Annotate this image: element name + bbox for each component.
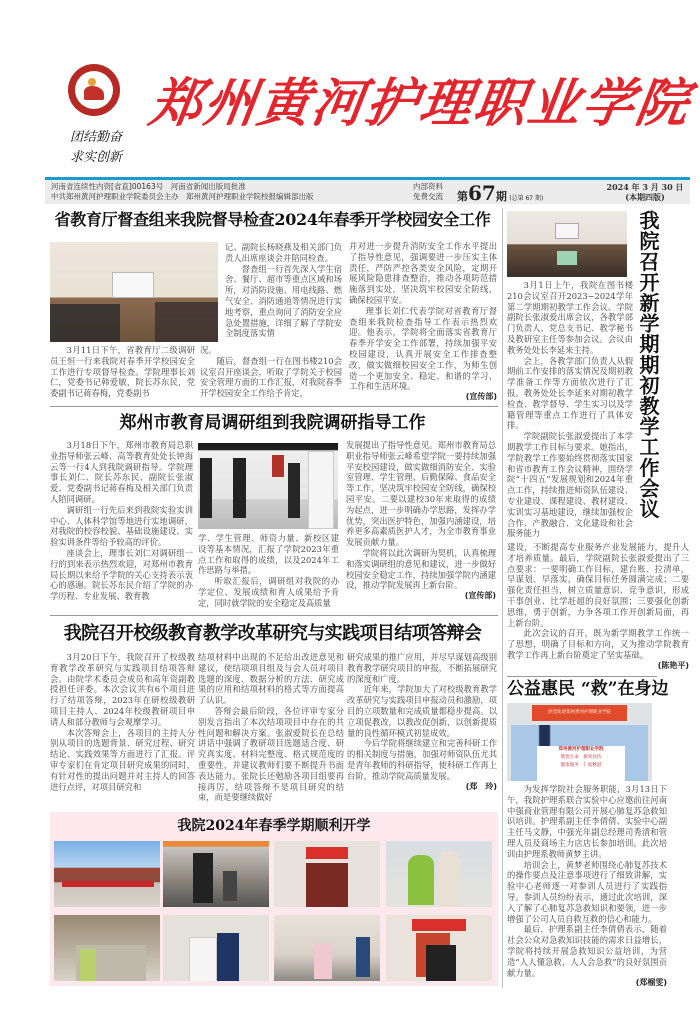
- registration-line: 河南省连续性内资[省直]00163号 河南省新闻出版局批准: [51, 182, 246, 191]
- issue-date: 2024 年 3 月 30 日: [606, 182, 684, 192]
- photo-students-arriving: [386, 841, 492, 907]
- photo-student-with-suitcase: [274, 915, 380, 981]
- article3-headline: 我院召开校级教育教学改革研究与实践项目结项答辩会: [63, 623, 482, 644]
- article3-byline: (郑 玲): [465, 781, 497, 791]
- article1-byline: (宣传部): [465, 392, 497, 402]
- article1-col2-top: 记、副院长杨晓燕及相关部门负责人出席座谈会并陪同检查。 督查组一行首先深入学生宿舍、餐厅、超市等重点区域和场所，对消防设施、用电线路、燃气安全、消防通道等情况进行实地考察，重点询问了消防安全应急处置措施，详细了解了学院安全制度落实情: [225, 242, 342, 339]
- photo-sign: 郑州黄河护理职业学院 敬畏生命 救死扶伤 健康服务 仁爱精湛: [537, 746, 625, 781]
- article5-photo-group: [507, 703, 652, 781]
- article2-photo-visit: [198, 443, 338, 529]
- photo-two-students: [163, 915, 269, 981]
- photo-feature-box: [50, 812, 498, 986]
- photo-students-group: [54, 915, 160, 981]
- school-logo: [68, 64, 120, 116]
- article3-col1: 3月20日下午，我院召开了校级教育教学改革研究与实践项目结项答辩会。由院学术委员会成员和高年资副教授担任评委。本次会议共有6个项目进行了结项答辩，2023年在研校级教研项目主持人、2024年校级教研项目申请人和部分教师与会观摩学习。 本次答辩会上，各项目的主持人分别从项目的选题背景、研究过程、研究结论、实践效果等方面进行了汇报。评审专家们在肯定项目研究成果的同时，有针对性的提出问题并对主持人的回答进行点评，对项目研究和: [50, 652, 195, 792]
- issue-number: 第67期 (总第 67 期): [457, 181, 544, 205]
- publisher-line: 中共郑州黄河护理职业学院委员会主办 郑州黄河护理职业学院校报编辑部出版: [51, 192, 314, 201]
- article4-byline: (陈艳平): [657, 660, 689, 670]
- article5-body: 为发挥学院社会服务职能，3月13日下午，我院护理系联合实验中心应邀前往河南中强商业管理有限公司开展心肺复苏急救知识培训。护理系副主任李倩倩、实验中心副主任马文静，中强光年副总经理司秀清和管理人员及商场主力店店长参加培训。此次培训由护理系教师黄梦主讲。 培训会上，黄梦老师围绕心肺复苏技术的操作要点及注意事项进行了细致讲解，实验中心老师逐一对参训人员进行了实践指导。参训人员纷纷表示，通过此次培训，深入了解了心肺复苏急救知识和要领，进一步增强了公司人员自救互救的信心和能力。 最后，护理系副主任李倩倩表示，随着社会公众对急救知识技能的需求日益增长，学院将持续开展急救知识公益培训，为营造“人人懂急救，人人会急救”的良好氛围贡献力量。 (郑榴雯): [507, 784, 667, 988]
- photo-dorm-entrance: [274, 841, 380, 907]
- article2-col3: 发展提出了指导性意见。郑州市教育局总职业指导师张云峰希望学院一要持续加强平安校园建设，做实做细消防安全、实验室管理、学生管理、后勤保障、食品安全等工作，坚决筑牢校园安全防线，确保校园平安。二要以建校30年来取得的成绩为起点，进一步明确办学思路，发挥办学优势，突出医护特色，加强内涵建设，培养更多高素质医护人才，为全市教育事业发展贡献力量。 学院将以此次调研为契机，认真梳理和落实调研组的意见和建议，进一步做好校园安全稳定工作，持续加强学院内涵建设，推动学院发展再上新台阶。 (宣传部): [346, 440, 496, 601]
- article1-headline: 省教育厅督查组来我院督导检查2024年春季开学校园安全工作: [54, 210, 491, 229]
- article1-photo-meeting: [50, 242, 218, 342]
- article2-headline: 郑州市教育局调研组到我院调研指导工作: [119, 413, 426, 433]
- article1-col1: 3月11日下午，省教育厅二级调研员王恒一行来我院对春季开学校园安全工作进行专项督导检查。学院理事长刘仁，党委书记韩爱敏，院长苏东民，党委副书记蒋春梅，党委副书: [50, 345, 195, 399]
- free-label: 免费交流: [413, 192, 443, 201]
- motto: 团结勤奋 求实创新: [69, 130, 122, 165]
- article5-headline: 公益惠民 “救”在身边: [507, 679, 669, 699]
- newspaper-title: 郑州黄河护理职业学院: [145, 73, 695, 134]
- article1-col3: 并对进一步提升消防安全工作水平提出了指导性意见，强调要进一步压实主体责任，严防严控各类安全风险，定期开展风险隐患排查整治，推动各项防范措施落到实处，坚决筑牢校园安全防线，确保校园平安。 理事长刘仁代表学院对省教育厅督查组来我院检查指导工作表示热烈欢迎。他表示，学院将全面落实省教育厅春季开学安全工作部署，持续加强平安校园建设，认真开展安全工作排查整改，做实做细校园安全工作，为师生创造一个更加安全、稳定、和谐的学习、工作和生活环境。 (宣传部): [349, 241, 497, 402]
- article4-headline-vertical: 我院召开新学期期初教学工作会议: [636, 210, 660, 519]
- article4-photo-meeting: [507, 211, 627, 277]
- section-divider: [50, 615, 498, 616]
- article2-col2: 学、学生管理、师资力量、新校区建设等基本情况，汇报了学院2023年重点工作和取得的成绩，以及2024年工作思路与举措。 听取汇报后，调研组对我院的办学定位、发展成绩和育人成果给予肯定，同时就学院的安全稳定及高质量: [198, 533, 339, 608]
- article3-col3: 研究成果的推广应用，并尽早谋划高级别教育教学研究项目的申报，不断拓展研究的深度和广度。 近年来，学院加大了对校级教育教学改革研究与实践项目申报动员和激励，项目的立项数量和完成质量都稳步提高。以立项促教改，以教改促创新，以创新提质量的良性循环模式初显成效。 今后学院将继续建立和完善科研工作的相关制度与措施，加强对师资队伍尤其是青年教师的科研指导，使科研工作再上台阶，推动学院高质量发展。 (郑 玲): [347, 652, 497, 791]
- photo-building-entrance: [386, 915, 492, 981]
- article2-byline: (宣传部): [464, 591, 496, 601]
- article3-col2: 结项材料中出现的不足给出改进意见和建议，使结项项目组及与会人员对项目选题的深度、数据分析的方法、研究成果的应用和结项材料的格式等方面提高了认识。 答辩会最后阶段，各位评审专家分别发言指出了本次结项项目中存在的共性问题和解决方案。张淑爱院长在总结讲话中强调了教研项目选题适合度、研究真实度、材料完整度、格式规范度的重要性，并建议教师们要不断提升书面表达能力。张院长还勉励各项目组要再接再厉，结项答辩不是项目研究的结束，而是要继续做好: [198, 652, 344, 803]
- article4-body-bottom: 建设，不断提高专业服务产业发展能力，提升人才培养质量。最后，学院副院长张淑爱提出了三点要求：一要明确工作目标，建台账、拉清单，早谋划、早落实，确保目标任务圆满完成；二要强化责任担当，树立质量意识、竞争意识，形成干事创业、比学赶超的良好氛围；三要强化创新思维，勇于创新，力争各项工作开创新局面，再上新台阶。 此次会议的召开，既为新学期教学工作统一了思想，明确了目标和方向，又为推动学院教育教学工作再上新台阶奠定了坚实基础。 (陈艳平): [507, 542, 689, 670]
- section-divider: [50, 406, 498, 407]
- issue-info-band: [45, 180, 690, 204]
- article1-col2-bottom: 况。 随后，督查组一行在图书楼210会议室召开座谈会，听取了学院关于校园安全管理方面的工作汇报，对我院春季开学校园安全工作给予肯定，: [200, 345, 342, 399]
- photo-feature-headline: 我院2024年春季学期顺利开学: [177, 818, 371, 834]
- column-divider: [502, 208, 503, 988]
- article4-body-top: 3月1日上午，我院在图书楼210会议室召开2023−2024学年第二学期期初教学工作会议。学院副院长张淑爱出席会议，各教学部门负责人、党总支书记、教学秘书及教研室主任等参加会议。会议由教务处处长李延来主持。 会上，各教学部门负责人从假期前工作安排的落实情况及期初教学准备工作等方面依次进行了汇报。教务处处长李延来对期初教学检查、教学督导、学生实习以及学籍管理等重点工作进行了具体安排。 学院副院长张淑爱提出了本学期教学工作目标与要求。她指出，学院教学工作要始终贯彻落实国家和省市教育工作会议精神，围绕学院“十四五”发展规划和2024年重点工作，持续推进师资队伍建设、专业建设、课程建设、教材建设、实训实习基地建设，继续加强校企合作、产教融合、文化建设和社会服务能力: [507, 280, 633, 539]
- photo-campus-banner: [54, 841, 160, 907]
- photo-students-luggage: [163, 841, 269, 907]
- article5-byline: (郑榴雯): [635, 978, 667, 988]
- edition-count: (本期四版): [625, 192, 665, 202]
- article2-col1: 3月18日下午，郑州市教育局总职业指导师张云峰、高等教育处处长钟海云等一行4人到我院调研指导。学院理事长刘仁、院长苏东民、副院长张淑爱、党委副书记蒋春梅及相关部门负责人陪同调研。 调研组一行先后来到我院实验实训中心、人体科学馆等地进行实地调研，对我院的校容校貌、基础设施建设、实验实训条件等给予较高的评价。 座谈会上，理事长刘仁对调研组一行的到来表示热烈欢迎，对郑州市教育局长期以来给予学院的关心支持表示衷心的感谢。院长苏东民介绍了学院的办学历程、专业发展、教育教: [50, 440, 193, 602]
- photo-banner: 热烈欢迎郑州黄河护理职业学院: [532, 705, 627, 721]
- internal-label: 内部资料: [413, 182, 443, 191]
